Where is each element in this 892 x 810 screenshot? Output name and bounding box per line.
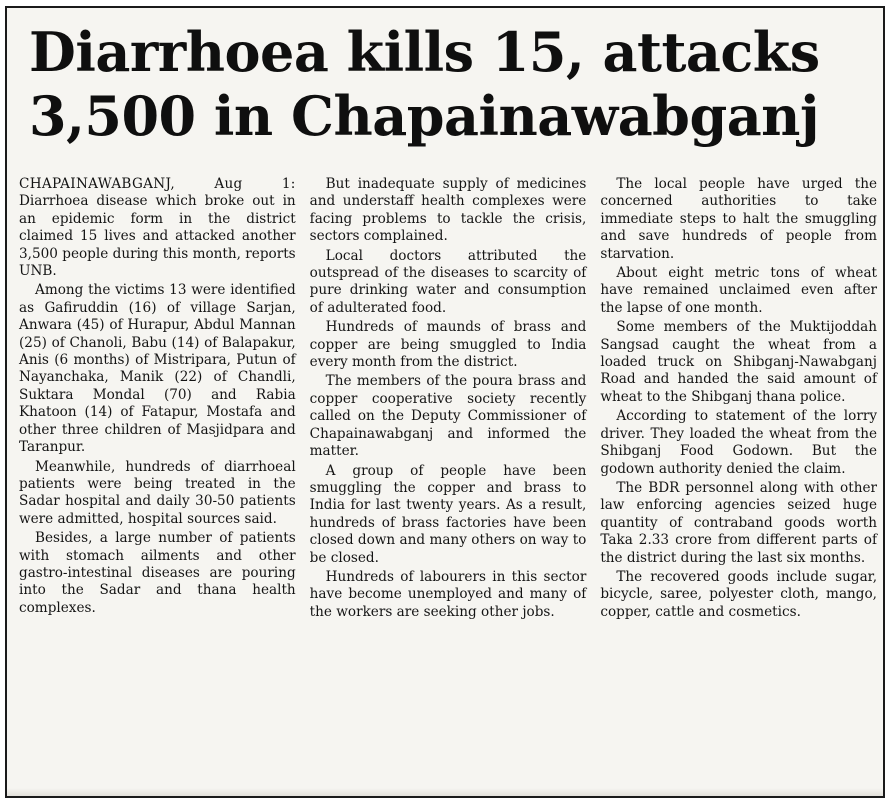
paragraph: But inadequate supply of medicines and understaff health complexes were facing problems to tackle the crisis, sectors complained. (309, 176, 587, 245)
paragraph: Some members of the Muktijoddah Sangsad caught the wheat from a loaded truck on Shibganj-Nawabganj Road and handed the said amount of wheat to the Shibganj thana police. (600, 319, 878, 405)
paragraph: About eight metric tons of wheat have remained unclaimed even after the lapse of one month. (600, 265, 878, 316)
dateline: CHAPAINAWABGANJ, Aug 1: (19, 176, 296, 192)
paragraph: Hundreds of labourers in this sector have become unemployed and many of the workers are seeking other jobs. (309, 568, 587, 620)
newspaper-clipping (5, 6, 885, 798)
paragraph: Among the victims 13 were identified as Gafiruddin (16) of village Sarjan, Anwara (45) of Hurapur, Abdul Mannan (25) of Chanoli, Babu (14) of Balapakur, Anis (6 months) of Mistripara, Putun of Nayanchaka, Manik (22) of Chandli, Suktara Mondal (70) and Rabia Khatoon (14) of Fatapur, Mostafa and other three children of Masjidpara and Taranpur. (19, 282, 296, 456)
column-3 (600, 176, 877, 796)
paragraph: The BDR personnel along with other law enforcing agencies seized huge quantity of contraband goods worth Taka 2.33 crore from different parts of the district during the last six months. (600, 479, 878, 566)
paragraph: The recovered goods include sugar, bicycle, saree, polyester cloth, mango, copper, cattle and cosmetics. (600, 568, 878, 620)
paragraph: Hundreds of maunds of brass and copper are being smuggled to India every month from the district. (309, 319, 587, 371)
torn-edge (7, 788, 883, 796)
paragraph: CHAPAINAWABGANJ, Aug 1: Diarrhoea disease which broke out in an epidemic form in the district claimed 15 lives and attacked another 3,500 people during this month, reports UNB. (19, 176, 296, 280)
paragraph: According to statement of the lorry driver. They loaded the wheat from the Shibganj Food Godown. But the godown authority denied the claim. (600, 408, 878, 477)
column-2 (310, 176, 587, 796)
headline: Diarrhoea kills 15, attacks 3,500 in Chapainawabganj (29, 20, 820, 148)
paragraph: Meanwhile, hundreds of diarrhoeal patients were being treated in the Sadar hospital and daily 30-50 patients were admitted, hospital sources said. (19, 458, 296, 527)
paragraph: Besides, a large number of patients with stomach ailments and other gastro-intestinal diseases are pouring into the Sadar and thana health complexes. (19, 530, 296, 616)
paragraph: The local people have urged the concerned authorities to take immediate steps to halt the smuggling and save hundreds of people from starvation. (600, 176, 878, 262)
article-body (19, 176, 877, 796)
column-1 (19, 176, 296, 796)
paragraph: A group of people have been smuggling the copper and brass to India for last twenty years. As a result, hundreds of brass factories have been closed down and many others on way to be closed. (309, 462, 587, 566)
paragraph: The members of the poura brass and copper cooperative society recently called on the Deputy Commissioner of Chapainawabganj and informed the matter. (309, 373, 587, 460)
paragraph: Local doctors attributed the outspread of the diseases to scarcity of pure drinking water and consumption of adulterated food. (309, 247, 587, 316)
